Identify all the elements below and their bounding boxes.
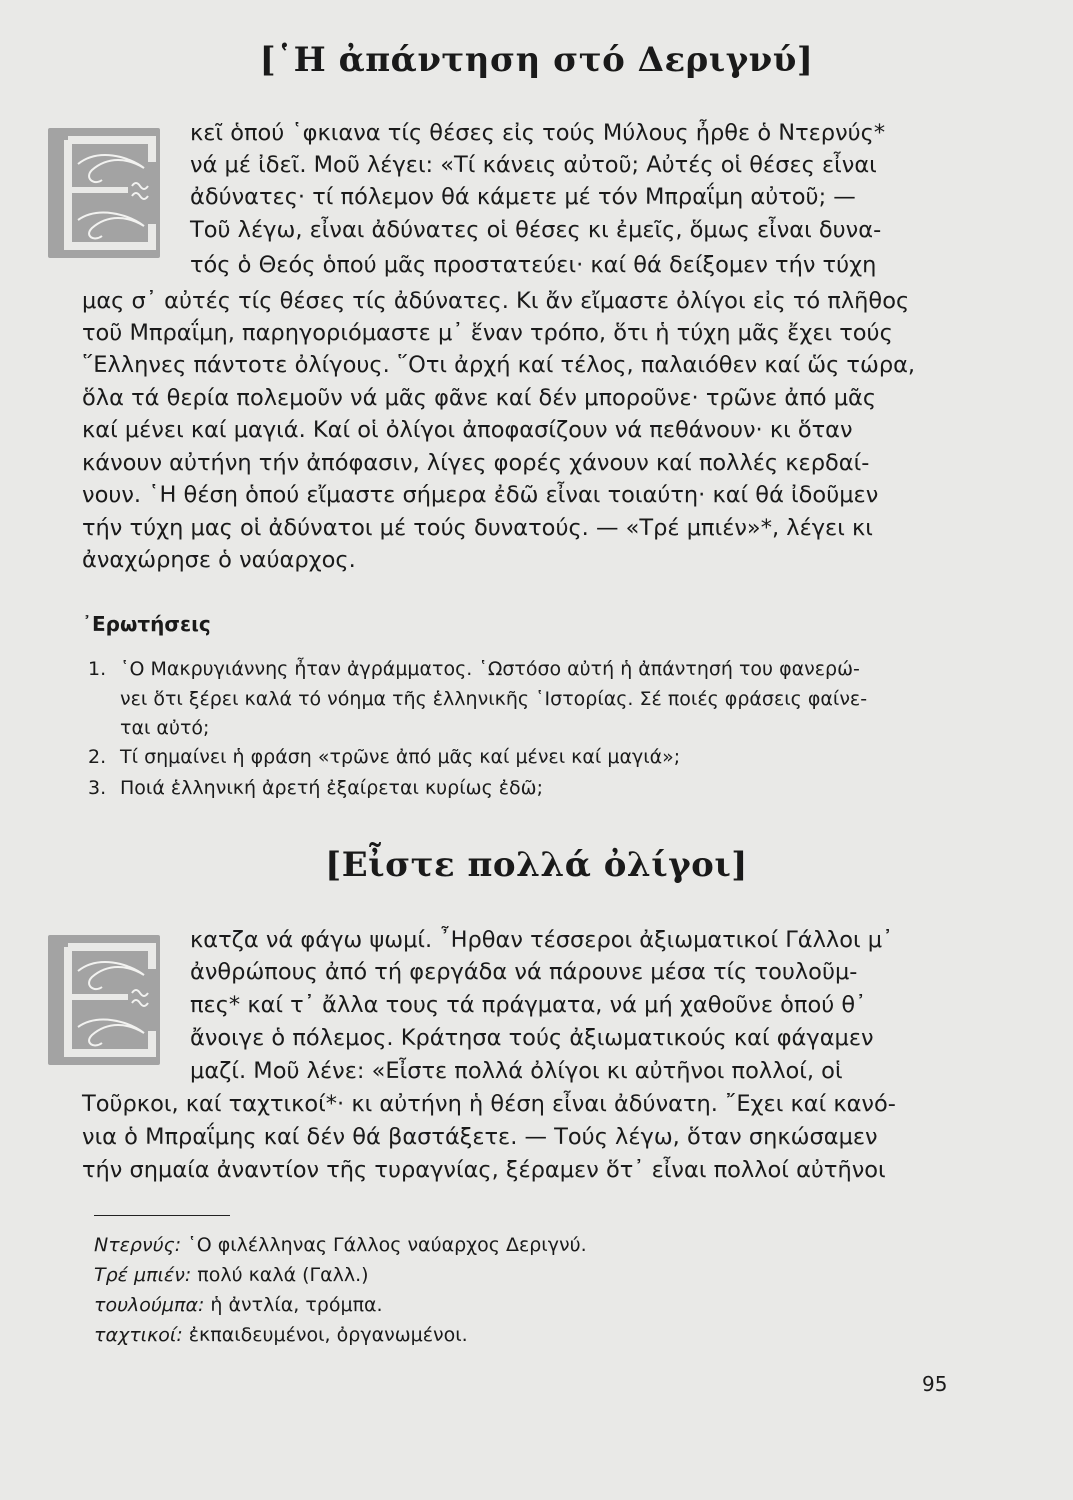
footnote-definition: πολύ καλά (Γαλλ.) <box>197 1264 369 1286</box>
question-text: ῾Ο Μακρυγιάννης ἦταν ἀγράμματος. ῾Ωστόσο αὐτή ἡ ἀπάντησή του φανερώ- <box>120 658 860 680</box>
footnote-definition: ἐκπαιδευμένοι, ὀργανωμένοι. <box>188 1324 468 1346</box>
footnote-term: ταχτικοί: <box>94 1324 183 1346</box>
text-line: τοῦ Μπραΐμη, παρηγοριόμαστε μ᾿ ἕναν τρόπο, ὅτι ἡ τύχη μᾶς ἔχει τούς <box>82 320 893 346</box>
footnote <box>94 1232 587 1258</box>
text-line: μαζί. Μοῦ λένε: «Εἶστε πολλά ὀλίγοι κι αὐτῆνοι πολλοί, οἱ <box>190 1058 843 1084</box>
text-line: τός ὁ Θεός ὁπού μᾶς προστατεύει· καί θά δείξομεν τήν τύχη <box>190 252 877 278</box>
question-text: Ποιά ἑλληνική ἀρετή ἐξαίρεται κυρίως ἐδῶ; <box>120 777 543 799</box>
footnote <box>94 1262 369 1288</box>
text-line: ἀναχώρησε ὁ ναύαρχος. <box>82 547 356 573</box>
footnote-definition: ῾Ο φιλέλληνας Γάλλος ναύαρχος Δεριγνύ. <box>187 1234 587 1256</box>
text-line: κατζα νά φάγω ψωμί. ῏Ηρθαν τέσσεροι ἀξιωματικοί Γάλλοι μ᾿ <box>190 927 894 953</box>
text-line: νά μέ ἰδεῖ. Μοῦ λέγει: «Τί κάνεις αὐτοῦ; Αὐτές οἱ θέσες εἶναι <box>190 152 877 178</box>
text-line: ἄνοιγε ὁ πόλεμος. Κράτησα τούς ἀξιωματικούς καί φάγαμεν <box>190 1025 874 1051</box>
footnote-definition: ἡ ἀντλία, τρόμπα. <box>210 1294 383 1316</box>
question-number: 1. <box>88 658 107 680</box>
text-line: νια ὁ Μπραΐμης καί δέν θά βαστάξετε. — Τούς λέγω, ὅταν σηκώσαμεν <box>82 1124 878 1150</box>
question-number: 2. <box>88 746 107 768</box>
text-line: ῞Ελληνες πάντοτε ὀλίγους. ῞Οτι ἀρχή καί τέλος, παλαιόθεν καί ὥς τώρα, <box>82 352 916 378</box>
footnote-term: Ντερνύς: <box>94 1234 182 1256</box>
question-text: νει ὅτι ξέρει καλά τό νόημα τῆς ἑλληνικῆς ῾Ιστορίας. Σέ ποιές φράσεις φαίνε- <box>120 688 868 710</box>
question-text: Τί σημαίνει ἡ φράση «τρῶνε ἀπό μᾶς καί μένει καί μαγιά»; <box>120 746 681 768</box>
section-title-2: [Εἶστε πολλά ὀλίγοι] <box>325 845 748 885</box>
question-text: ται αὐτό; <box>120 717 210 739</box>
text-line: νουν. ῾Η θέση ὁπού εἴμαστε σήμερα ἐδῶ εἶναι τοιαύτη· καί θά ἰδοῦμεν <box>82 482 879 508</box>
text-line: πες* καί τ᾿ ἄλλα τους τά πράγματα, νά μή χαθοῦνε ὁπού θ᾿ <box>190 992 867 1018</box>
text-line: καί μένει καί μαγιά. Καί οἱ ὀλίγοι ἀποφασίζουν νά πεθάνουν· κι ὅταν <box>82 417 853 443</box>
footnote-divider <box>94 1215 230 1216</box>
question-number: 3. <box>88 777 107 799</box>
ornate-letter-e-icon <box>48 128 160 258</box>
text-line: Τοῦ λέγω, εἶναι ἀδύνατες οἱ θέσες κι ἐμεῖς, ὅμως εἶναι δυνα- <box>190 217 882 243</box>
page-number: 95 <box>922 1372 948 1396</box>
ornate-letter-e-icon <box>48 935 160 1065</box>
footnote-term: Τρέ μπιέν: <box>94 1264 192 1286</box>
text-line: μας σ᾿ αὐτές τίς θέσες τίς ἀδύνατες. Κι ἄν εἴμαστε ὀλίγοι εἰς τό πλῆθος <box>82 288 910 314</box>
footnote <box>94 1322 468 1348</box>
text-line: τήν τύχη μας οἱ ἀδύνατοι μέ τούς δυνατούς. — «Τρέ μπιέν»*, λέγει κι <box>82 515 873 541</box>
dropcap-1 <box>48 128 160 258</box>
text-line: κάνουν αὐτήνη τήν ἀπόφασιν, λίγες φορές χάνουν καί πολλές κερδαί- <box>82 450 870 476</box>
questions-heading: ᾿Ερωτήσεις <box>82 612 211 636</box>
section-title-1: [῾Η ἀπάντηση στό Δεριγνύ] <box>259 40 814 80</box>
text-line: ὅλα τά θερία πολεμοῦν νά μᾶς φᾶνε καί δέν μποροῦνε· τρῶνε ἀπό μᾶς <box>82 385 877 411</box>
text-line: Τοῦρκοι, καί ταχτικοί*· κι αὐτήνη ἡ θέση εἶναι ἀδύνατη. ῎Εχει καί κανό- <box>82 1091 896 1117</box>
dropcap-2 <box>48 935 160 1065</box>
text-line: ἀνθρώπους ἀπό τή φεργάδα νά πάρουνε μέσα τίς τουλοῦμ- <box>190 959 858 985</box>
footnote <box>94 1292 383 1318</box>
text-line: κεῖ ὁπού ῾φκιανα τίς θέσες εἰς τούς Μύλους ἦρθε ὁ Ντερνύς* <box>190 120 886 146</box>
footnote-term: τουλούμπα: <box>94 1294 205 1316</box>
text-line: ἀδύνατες· τί πόλεμον θά κάμετε μέ τόν Μπραΐμη αὐτοῦ; — <box>190 184 856 210</box>
text-line: τήν σημαία ἀναντίον τῆς τυραγνίας, ξέραμεν ὅτ᾿ εἶναι πολλοί αὐτῆνοι <box>82 1157 886 1183</box>
